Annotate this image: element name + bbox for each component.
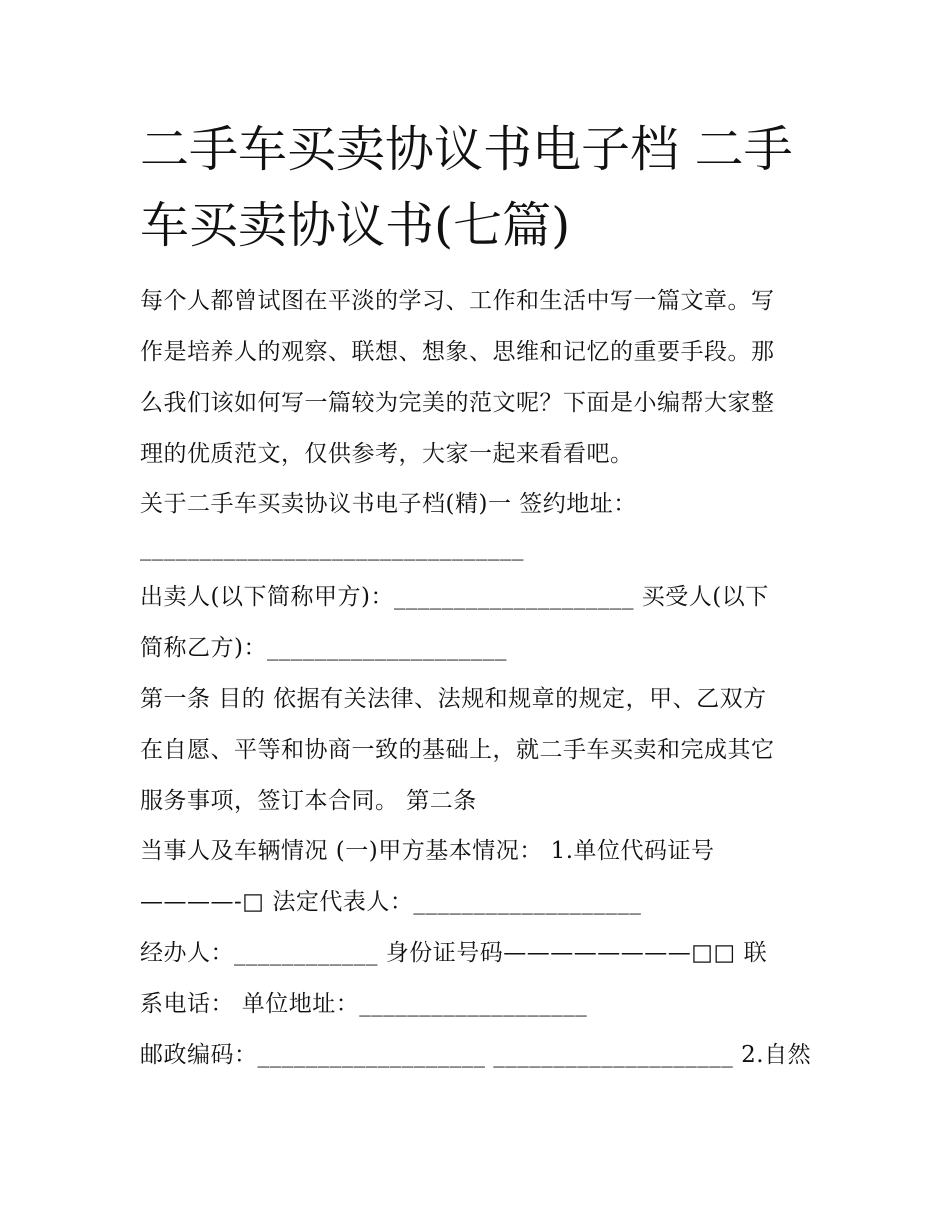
body-line: 作是培养人的观察、联想、想象、思维和记忆的重要手段。那 <box>140 339 775 365</box>
body-line: 么我们该如何写一篇较为完美的范文呢？下面是小编帮大家整 <box>140 390 775 416</box>
body-line: 邮政编码：___________________ ____________________ 2.自然 <box>140 1042 812 1068</box>
body-line: 第一条 目的 依据有关法律、法规和规章的规定，甲、乙双方 <box>140 686 767 712</box>
body-line: 系电话： 单位地址：___________________ <box>140 991 588 1017</box>
body-line: 简称乙方)：____________________ <box>140 635 507 661</box>
body-line: 在自愿、平等和协商一致的基础上，就二手车买卖和完成其它 <box>140 737 775 763</box>
body-line: ————-□ 法定代表人：___________________ <box>140 889 642 915</box>
document-title <box>140 112 820 264</box>
blank-line: ________________________________ <box>140 535 524 561</box>
body-line: 经办人：____________ 身份证号码————————□□ 联 <box>140 940 768 966</box>
body-line: 每个人都曾试图在平淡的学习、工作和生活中写一篇文章。写 <box>140 288 775 314</box>
title-line-1: 二手车买卖协议书电子档 二手 <box>140 121 793 178</box>
body-line: 当事人及车辆情况 (一)甲方基本情况： 1.单位代码证号 <box>140 838 715 864</box>
body-line: 理的优质范文，仅供参考，大家一起来看看吧。 <box>140 441 634 467</box>
body-line: 关于二手车买卖协议书电子档(精)一 签约地址： <box>140 491 637 517</box>
body-line: 出卖人(以下简称甲方)：____________________ 买受人(以下 <box>140 584 769 610</box>
body-line: 服务事项，签订本合同。 第二条 <box>140 788 477 814</box>
title-line-2: 车买卖协议书(七篇) <box>140 197 571 254</box>
